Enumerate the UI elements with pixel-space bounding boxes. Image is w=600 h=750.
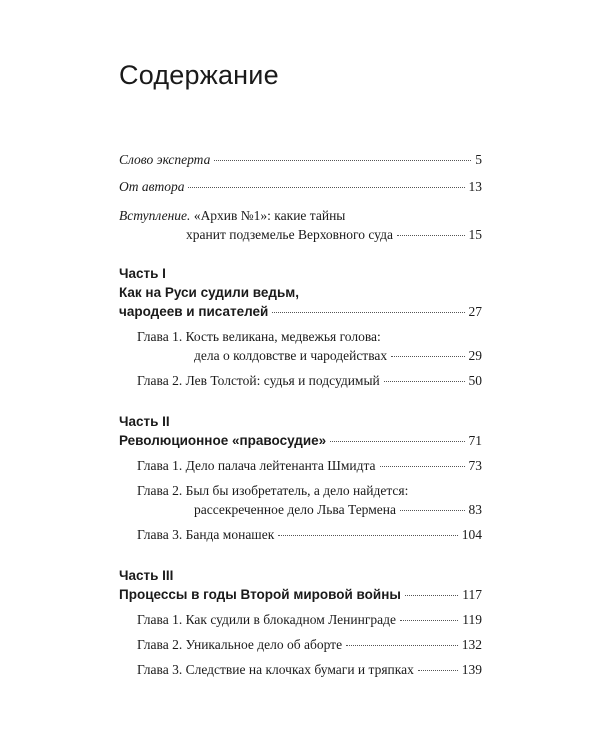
toc-page-number: 29 [468,348,482,363]
chapter-title-line2: рассекреченное дело Льва Термена [194,502,396,517]
chapter-number: Глава 2. [137,637,183,652]
toc-page-number: 132 [461,637,482,652]
chapter-title: Банда монашек [185,527,275,542]
dot-leader [278,535,457,536]
part-title-line1[interactable]: Как на Руси судили ведьм, [119,285,299,300]
toc-page-number: 73 [468,458,482,473]
toc-page-number: 15 [468,227,482,242]
intro-title-line2: хранит подземелье Верховного суда [186,227,393,242]
toc-chapter[interactable] [137,660,482,679]
chapter-number: Глава 3. [137,527,183,542]
toc-page-number: 13 [468,179,482,194]
chapter-number: Глава 3. [137,662,183,677]
toc-page-number: 71 [468,433,482,448]
toc-chapter[interactable] [137,610,482,629]
chapter-title: Уникальное дело об аборте [185,637,343,652]
chapter-title-line1: Был бы изобретатель, а дело найдется: [185,483,409,498]
dot-leader [330,441,464,442]
dot-leader [384,381,465,382]
toc-chapter[interactable] [137,371,482,390]
dot-leader [380,466,465,467]
toc-page-number: 83 [468,502,482,517]
dot-leader [188,187,464,188]
chapter-number: Глава 1. [137,329,183,344]
chapter-number: Глава 2. [137,483,183,498]
toc-page-number: 139 [461,662,482,677]
toc-entry-author[interactable] [119,177,482,196]
intro-prefix: Вступление. [119,208,191,223]
part-label: Часть II [119,414,170,429]
part-title: Революционное «правосудие» [119,433,327,448]
dot-leader [405,595,458,596]
dot-leader [400,510,465,511]
toc-page-number: 119 [462,612,482,627]
part-label: Часть I [119,266,166,281]
dot-leader [272,312,464,313]
part-title-line2: чародеев и писателей [119,304,269,319]
toc-entry-expert[interactable] [119,150,482,169]
toc-page-number: 104 [461,527,482,542]
chapter-number: Глава 1. [137,458,183,473]
dot-leader [346,645,458,646]
chapter-title-line2: дела о колдовстве и чародействах [194,348,388,363]
chapter-title: Следствие на клочках бумаги и тряпках [185,662,414,677]
chapter-title: Как судили в блокадном Ленинграде [185,612,396,627]
part-label: Часть III [119,568,174,583]
toc-page-number: 50 [468,373,482,388]
toc-chapter[interactable] [137,635,482,654]
page-title: Содержание [119,60,279,90]
intro-title-line1: «Архив №1»: какие тайны [190,208,346,223]
chapter-title: Лев Толстой: судья и подсудимый [185,373,380,388]
chapter-title: Дело палача лейтенанта Шмидта [185,458,376,473]
part-title-entry[interactable] [119,585,482,604]
dot-leader [397,235,465,236]
chapter-number: Глава 1. [137,612,183,627]
toc-entry-intro[interactable] [119,206,482,244]
dot-leader [418,670,458,671]
chapter-number: Глава 2. [137,373,183,388]
toc-page-number: 27 [468,304,482,319]
part-title-entry[interactable] [119,302,482,321]
table-of-contents [119,150,482,685]
toc-chapter[interactable] [137,525,482,544]
toc-page-number: 5 [475,152,482,167]
dot-leader [214,160,471,161]
toc-entry-label: Слово эксперта [119,152,211,167]
toc-page-number: 117 [462,587,482,602]
toc-chapter[interactable] [137,456,482,475]
chapter-title-line1: Кость великана, медвежья голова: [185,329,381,344]
toc-part-1 [119,264,482,390]
dot-leader [400,620,458,621]
toc-part-3 [119,566,482,679]
part-title-entry[interactable] [119,431,482,450]
toc-chapter[interactable] [137,481,482,519]
toc-chapter[interactable] [137,327,482,365]
toc-part-2 [119,412,482,544]
toc-entry-label: От автора [119,179,185,194]
part-title: Процессы в годы Второй мировой войны [119,587,401,602]
dot-leader [391,356,464,357]
